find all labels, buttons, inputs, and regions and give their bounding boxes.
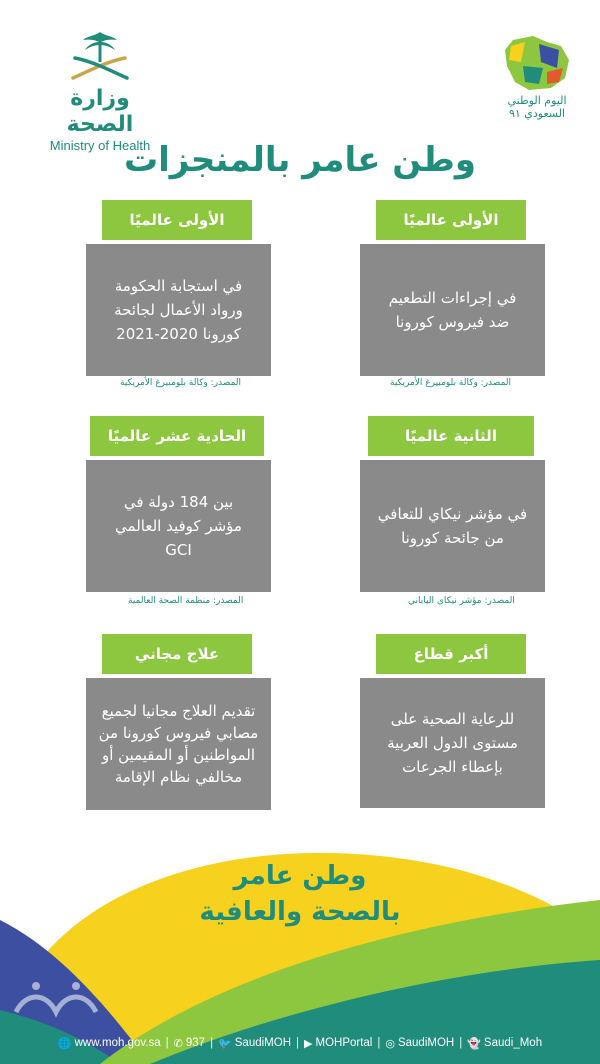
card-body: في مؤشر نيكاي للتعافي من جائحة كورونا — [360, 460, 545, 592]
footer-website[interactable]: www.moh.gov.sa — [74, 1037, 161, 1049]
footer-phone[interactable]: 937 — [185, 1037, 206, 1049]
watermark-logo — [6, 972, 116, 1032]
footer-separator: | — [377, 1037, 381, 1049]
card-tab-label: الحادية عشر عالميًا — [90, 416, 264, 456]
footer-separator: | — [165, 1037, 169, 1049]
card-body: تقديم العلاج مجانيا لجميع مصابي فيروس كورونا من المواطنين أو المقيمين أو مخالفي نظام الإقامة — [86, 678, 271, 810]
achievement-card — [86, 200, 271, 395]
card-source: المصدر: وكالة بلومبيرغ الأمريكية — [120, 378, 242, 388]
footer-twitter[interactable]: SaudiMOH — [234, 1037, 292, 1049]
footer-instagram[interactable]: SaudiMOH — [397, 1037, 455, 1049]
footer-youtube[interactable]: MOHPortal — [315, 1037, 373, 1049]
card-tab-label: الأولى عالميًا — [376, 200, 526, 240]
globe-icon: 🌐 — [57, 1037, 72, 1050]
moh-logo-arabic: وزارة الصحة — [66, 86, 134, 137]
achievement-card — [360, 634, 545, 814]
instagram-icon: ◎ — [385, 1037, 395, 1050]
saudi-map-icon — [499, 32, 575, 94]
snapchat-icon: 👻 — [467, 1037, 481, 1050]
footer-separator: | — [296, 1037, 300, 1049]
card-source: المصدر: وكالة بلومبيرغ الأمريكية — [390, 378, 512, 388]
card-tab-label: أكبر قطاع — [376, 634, 526, 674]
card-body: في إجراءات التطعيم ضد فيروس كورونا — [360, 244, 545, 376]
card-tab-label: الثانية عالميًا — [368, 416, 534, 456]
achievement-card — [86, 634, 271, 814]
card-source: المصدر: منظمة الصحة العالمية — [128, 596, 244, 606]
achievement-card — [86, 416, 271, 611]
national-day-text-line2: السعودي ٩١ — [508, 107, 566, 120]
card-source: المصدر: مؤشر نيكاي الياباني — [408, 596, 515, 606]
achievement-card — [360, 200, 545, 395]
moh-logo — [40, 28, 160, 153]
page-title: وطن عامر بالمنجزات — [123, 140, 477, 180]
footer-separator: | — [459, 1037, 463, 1049]
slogan-line1: وطن عامر — [233, 861, 367, 891]
card-tab-label: علاج مجاني — [102, 634, 252, 674]
card-body: في استجابة الحكومة ورواد الأعمال لجائحة كورونا 2020-2021 — [86, 244, 271, 376]
twitter-icon: 🐦 — [218, 1037, 232, 1050]
footer-separator: | — [210, 1037, 214, 1049]
national-day-text-line1: اليوم الوطني — [507, 94, 567, 107]
footer-snapchat[interactable]: Saudi_Moh — [483, 1037, 543, 1049]
national-day-logo — [496, 32, 578, 128]
slogan-line2: بالصحة والعافية — [199, 897, 401, 927]
achievement-card — [360, 416, 545, 611]
slogan — [0, 858, 600, 930]
footer-contacts — [0, 1030, 600, 1056]
phone-icon: ✆ — [173, 1037, 183, 1050]
palm-swords-icon — [65, 28, 135, 84]
moh-logo-english: Ministry of Health — [49, 138, 151, 153]
card-body: للرعاية الصحية على مستوى الدول العربية بإعطاء الجرعات — [360, 678, 545, 808]
card-tab-label: الأولى عالميًا — [102, 200, 252, 240]
youtube-icon: ▶ — [304, 1037, 313, 1050]
card-body: بين 184 دولة في مؤشر كوفيد العالمي GCI — [86, 460, 271, 592]
